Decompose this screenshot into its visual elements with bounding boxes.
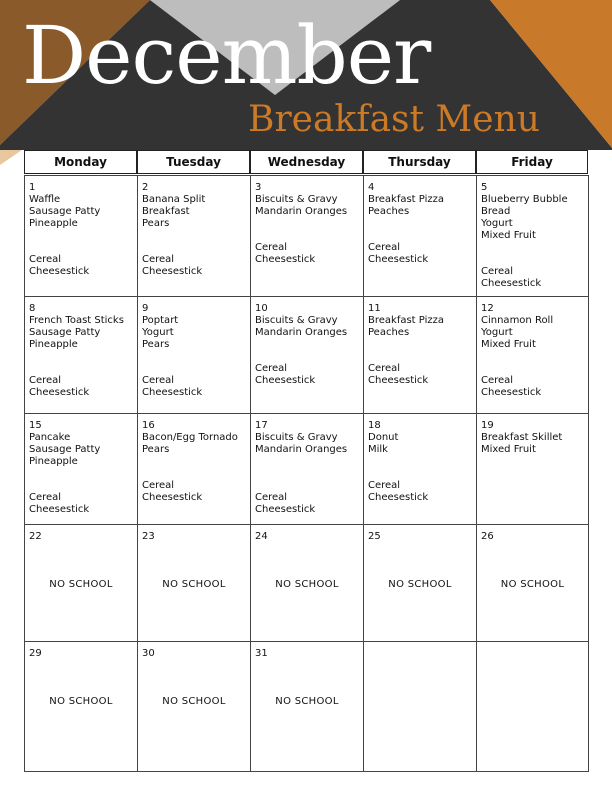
calendar-day-cell (24, 413, 138, 525)
no-school-note: NO SCHOOL (162, 696, 226, 707)
menu-extra: Cheesestick (368, 375, 429, 386)
menu-item: Bacon/Egg Tornado (142, 432, 238, 443)
menu-item: Donut (368, 432, 399, 443)
menu-item: Mandarin Oranges (255, 444, 348, 455)
menu-extra: Cheesestick (481, 387, 542, 398)
day-number: 5 (481, 182, 488, 193)
menu-extra: Cheesestick (29, 387, 90, 398)
menu-extra: Cereal (255, 363, 288, 374)
page-title-month: December (22, 9, 431, 102)
menu-item: Biscuits & Gravy (255, 194, 338, 205)
day-number: 4 (368, 182, 375, 193)
menu-spacer (29, 230, 137, 254)
menu-item: Sausage Patty (29, 444, 101, 455)
menu-item: Yogurt (481, 218, 513, 229)
menu-spacer (481, 351, 588, 375)
menu-item: Mixed Fruit (481, 444, 536, 455)
menu-spacer (255, 339, 363, 363)
menu-item: Cinnamon Roll (481, 315, 554, 326)
calendar-day-cell (363, 524, 477, 642)
no-school-note: NO SCHOOL (49, 696, 113, 707)
menu-item: Biscuits & Gravy (255, 432, 338, 443)
menu-extra: Cereal (29, 375, 62, 386)
menu-item: Pineapple (29, 456, 78, 467)
calendar-day-cell (250, 641, 364, 772)
menu-extra: Cheesestick (255, 504, 316, 515)
menu-extra: Cheesestick (142, 387, 203, 398)
day-header-thursday: Thursday (363, 150, 476, 174)
menu-item: Banana Split (142, 194, 206, 205)
menu-item: Peaches (368, 327, 410, 338)
calendar-day-cell (250, 413, 364, 525)
day-number: 8 (29, 303, 36, 314)
menu-item: Mixed Fruit (481, 339, 536, 350)
no-school-note: NO SCHOOL (49, 579, 113, 590)
banner-peach-corner (0, 150, 22, 165)
menu-item: Mandarin Oranges (255, 206, 348, 217)
menu-item: Breakfast Pizza (368, 315, 444, 326)
calendar-day-cell (363, 413, 477, 525)
menu-extra: Cheesestick (368, 254, 429, 265)
day-header-wednesday: Wednesday (250, 150, 363, 174)
day-number: 17 (255, 420, 268, 431)
menu-extra: Cheesestick (255, 254, 316, 265)
calendar-day-cell (137, 175, 251, 297)
menu-spacer (142, 230, 250, 254)
menu-item: Yogurt (142, 327, 174, 338)
calendar-day-cell (24, 175, 138, 297)
menu-item: Pancake (29, 432, 71, 443)
menu-item: Breakfast Pizza (368, 194, 444, 205)
calendar-day-cell (363, 175, 477, 297)
calendar-day-cell (137, 413, 251, 525)
menu-extra: Cheesestick (481, 278, 542, 289)
menu-extra: Cereal (368, 363, 401, 374)
menu-extra: Cereal (481, 266, 514, 277)
calendar-day-cell (250, 175, 364, 297)
day-number: 3 (255, 182, 262, 193)
day-number: 31 (255, 648, 268, 659)
day-number: 22 (29, 531, 42, 542)
day-number: 25 (368, 531, 381, 542)
menu-extra: Cereal (255, 242, 288, 253)
day-number: 30 (142, 648, 155, 659)
menu-spacer (29, 351, 137, 375)
calendar-day-cell (24, 524, 138, 642)
menu-extra: Cereal (29, 492, 62, 503)
calendar-day-cell (476, 524, 589, 642)
calendar-day-cell (476, 296, 589, 414)
menu-spacer (29, 468, 137, 492)
calendar-grid (24, 175, 588, 771)
menu-extra: Cheesestick (368, 492, 429, 503)
menu-extra: Cereal (29, 254, 62, 265)
day-header-tuesday: Tuesday (137, 150, 250, 174)
day-number: 19 (481, 420, 494, 431)
menu-item: Mandarin Oranges (255, 327, 348, 338)
calendar-day-cell (476, 413, 589, 525)
menu-spacer (142, 456, 250, 480)
menu-item: Mixed Fruit (481, 230, 536, 241)
menu-spacer (255, 456, 363, 492)
day-number: 26 (481, 531, 494, 542)
menu-extra: Cereal (142, 480, 175, 491)
calendar-day-cell (24, 641, 138, 772)
day-number: 18 (368, 420, 381, 431)
menu-item: Sausage Patty (29, 327, 101, 338)
menu-item: Sausage Patty (29, 206, 101, 217)
menu-extra: Cereal (255, 492, 288, 503)
day-number: 29 (29, 648, 42, 659)
menu-item: Pears (142, 444, 170, 455)
no-school-note: NO SCHOOL (388, 579, 452, 590)
calendar-day-cell (363, 296, 477, 414)
day-header-friday: Friday (476, 150, 588, 174)
menu-item: Pineapple (29, 218, 78, 229)
menu-spacer (368, 218, 476, 242)
day-number: 1 (29, 182, 36, 193)
menu-extra: Cheesestick (255, 375, 316, 386)
no-school-note: NO SCHOOL (500, 579, 565, 590)
calendar-day-cell (250, 296, 364, 414)
menu-item: Pears (142, 339, 170, 350)
page-subtitle: Breakfast Menu (248, 99, 540, 140)
menu-item: Biscuits & Gravy (255, 315, 338, 326)
menu-item: Waffle (29, 194, 61, 205)
calendar-day-cell (137, 524, 251, 642)
menu-extra: Cheesestick (142, 492, 203, 503)
calendar-day-cell (476, 641, 589, 772)
day-number: 9 (142, 303, 149, 314)
menu-item: Breakfast (142, 206, 190, 217)
day-number: 12 (481, 303, 494, 314)
day-number: 24 (255, 531, 268, 542)
menu-spacer (481, 242, 588, 266)
menu-extra: Cereal (142, 375, 175, 386)
menu-item: Blueberry Bubble (481, 194, 568, 205)
menu-extra: Cheesestick (29, 266, 90, 277)
day-header-monday: Monday (24, 150, 137, 174)
menu-extra: Cheesestick (142, 266, 203, 277)
day-number: 16 (142, 420, 155, 431)
calendar-day-cell (137, 296, 251, 414)
no-school-note: NO SCHOOL (162, 579, 226, 590)
menu-item: Milk (368, 444, 388, 455)
menu-spacer (142, 351, 250, 375)
menu-extra: Cereal (142, 254, 175, 265)
menu-item: Pears (142, 218, 170, 229)
calendar-day-cell (363, 641, 477, 772)
no-school-note: NO SCHOOL (275, 579, 339, 590)
no-school-note: NO SCHOOL (275, 696, 339, 707)
menu-extra: Cereal (368, 480, 401, 491)
day-number: 11 (368, 303, 381, 314)
calendar-day-cell (476, 175, 589, 297)
menu-item: Peaches (368, 206, 410, 217)
menu-extra: Cereal (368, 242, 401, 253)
menu-extra: Cereal (481, 375, 514, 386)
day-number: 10 (255, 303, 268, 314)
calendar-day-cell (137, 641, 251, 772)
calendar-day-cell (250, 524, 364, 642)
menu-item: Bread (481, 206, 511, 217)
day-number: 23 (142, 531, 155, 542)
menu-item: Yogurt (481, 327, 513, 338)
menu-item: Pineapple (29, 339, 78, 350)
day-number: 15 (29, 420, 42, 431)
day-number: 2 (142, 182, 149, 193)
menu-spacer (368, 339, 476, 363)
menu-item: Poptart (142, 315, 179, 326)
calendar-day-cell (24, 296, 138, 414)
menu-item: Breakfast Skillet (481, 432, 563, 443)
menu-extra: Cheesestick (29, 504, 90, 515)
menu-spacer (255, 218, 363, 242)
menu-item: French Toast Sticks (29, 315, 124, 326)
menu-spacer (368, 456, 476, 480)
